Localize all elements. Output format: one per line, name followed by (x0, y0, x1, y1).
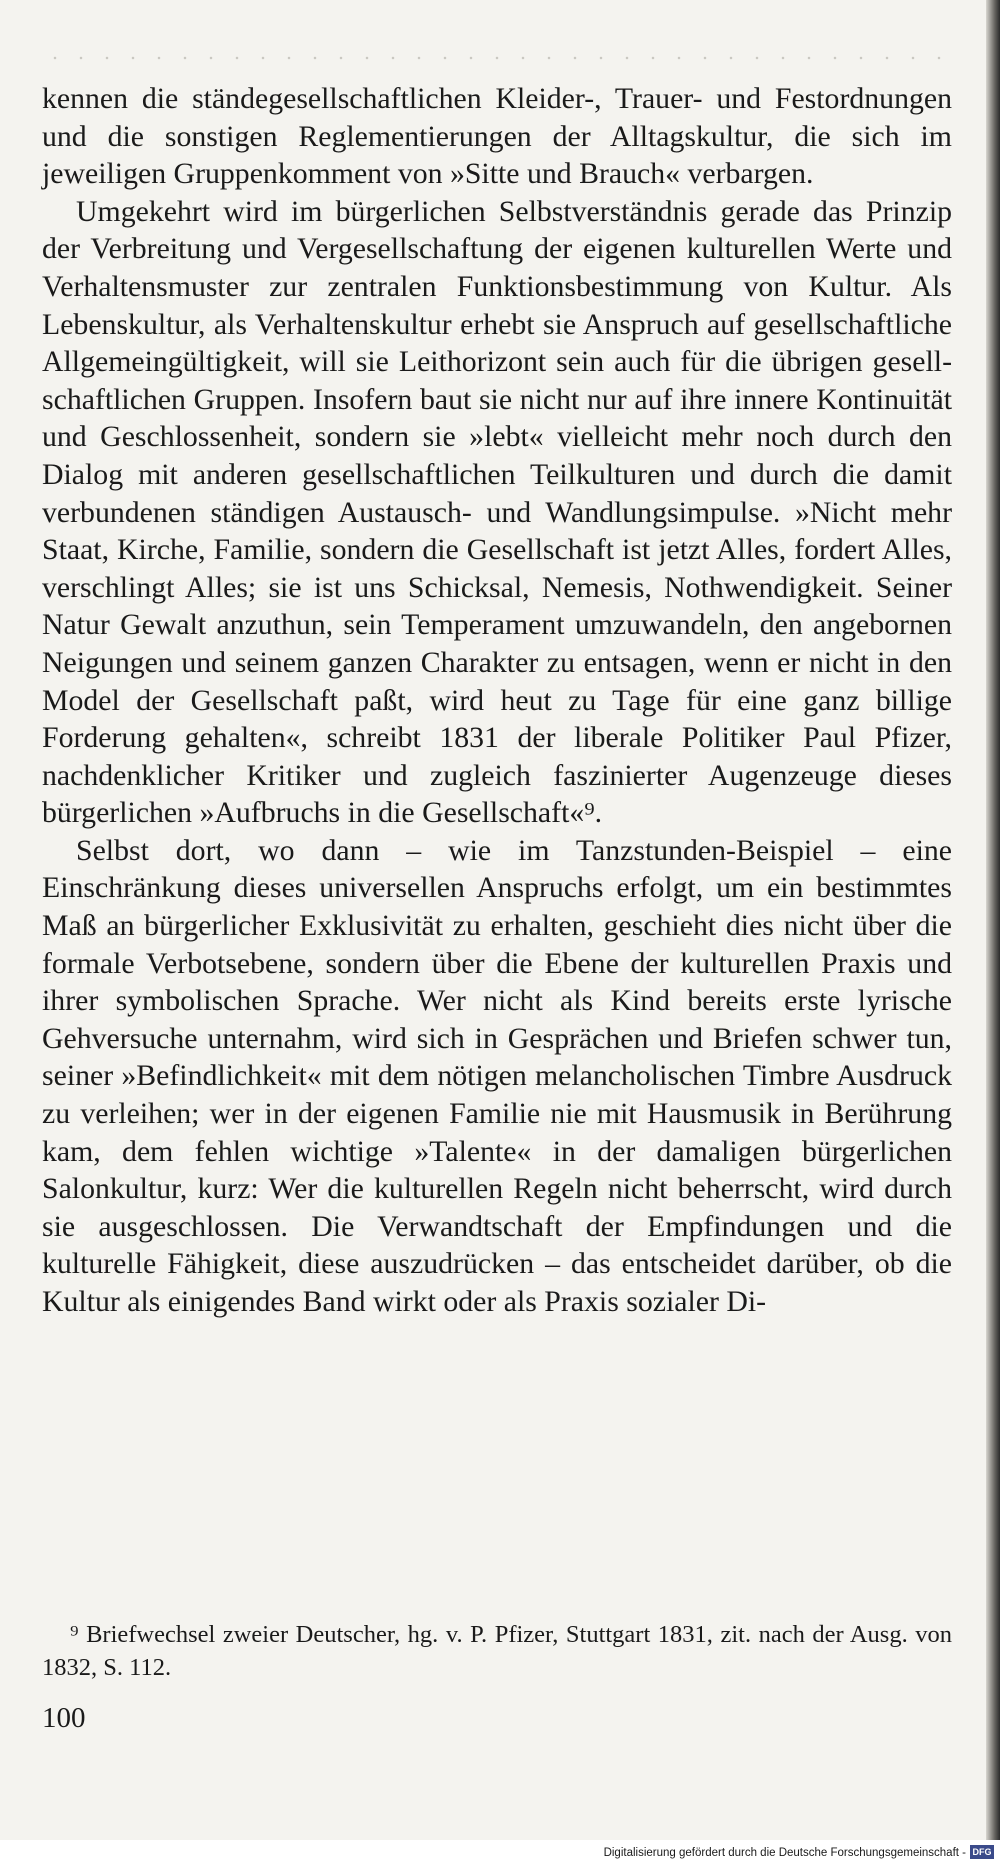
page-number: 100 (42, 1702, 86, 1734)
top-edge-dots (42, 56, 952, 60)
body-text (42, 80, 952, 1321)
footnote-text: ⁹ Briefwechsel zweier Deutscher, hg. v. P. Pfizer, Stuttgart 1831, zit. nach der Ausg. von 1832, S. 112. (42, 1621, 952, 1681)
paragraph-1: kennen die ständegesellschaftlichen Kleider-, Trauer- und Festordnungen und die sonstigen Reglementierungen der Alltagskultur, die sich im jeweiligen Gruppenkomment von »Sitte und Brauch« verbargen. (42, 82, 952, 191)
page-edge-shadow (986, 0, 1000, 1866)
paragraph-3: Selbst dort, wo dann – wie im Tanzstunden-Beispiel – eine Einschränkung dieses universellen Anspruchs erfolgt, um ein bestimmtes Maß an bürgerlicher Exklusivität zu erhalten, geschieht dies nicht über die formale Verbotsebene, sondern über die Ebene der kulturellen Praxis und ihrer symbolischen Sprache. Wer nicht als Kind bereits erste lyrische Gehversuche unternahm, wird sich in Gesprächen und Briefen schwer tun, seiner »Befindlichkeit« mit dem nötigen melancholischen Timbre Ausdruck zu verleihen; wer in der eigenen Familie nie mit Hausmusik in Berührung kam, dem fehlen wichtige »Talente« in der damaligen bürgerlichen Salonkultur, kurz: Wer die kulturellen Regeln nicht beherrscht, wird durch sie ausgeschlossen. Die Verwandtschaft der Empfindungen und die kulturelle Fähigkeit, diese auszudrücken – das entscheidet darüber, ob die Kultur als einigendes Band wirkt oder als Praxis sozialer Di- (42, 833, 952, 1318)
digitization-credit: Digitalisierung gefördert durch die Deutsche Forschungsgemeinschaft - (603, 1847, 966, 1859)
footnote (42, 1618, 952, 1684)
dfg-logo: DFG (970, 1845, 994, 1859)
paragraph-2: Umgekehrt wird im bürgerlichen Selbstverständnis gerade das Prinzip der Verbreitung und Vergesellschaftung der eigenen kulturellen Werte und Verhaltensmuster zur zentralen Funktionsbestimmung von Kultur. Als Lebenskultur, als Verhaltenskultur erhebt sie Anspruch auf gesellschaftliche Allgemeingültigkeit, will sie Leithorizont sein auch für die übrigen gesellschaftlichen Gruppen. Insofern baut sie nicht nur auf ihre innere Kontinuität und Geschlossenheit, sondern sie »lebt« vielleicht mehr noch durch den Dialog mit anderen gesellschaftlichen Teilkulturen und durch die damit verbundenen ständigen Austausch- und Wandlungsimpulse. »Nicht mehr Staat, Kirche, Familie, sondern die Gesellschaft ist jetzt Alles, fordert Alles, verschlingt Alles; sie ist uns Schicksal, Nemesis, Nothwendigkeit. Seiner Natur Gewalt anzuthun, sein Temperament umzuwandeln, den angebornen Neigungen und seinem ganzen Charakter zu entsagen, wenn er nicht in den Model der Gesellschaft paßt, wird heut zu Tage für eine ganz billige Forderung gehalten«, schreibt 1831 der liberale Politiker Paul Pfizer, nachdenklicher Kritiker und zugleich faszinierter Augenzeuge dieses bürgerlichen »Aufbruchs in die Gesellschaft«⁹. (42, 194, 952, 830)
